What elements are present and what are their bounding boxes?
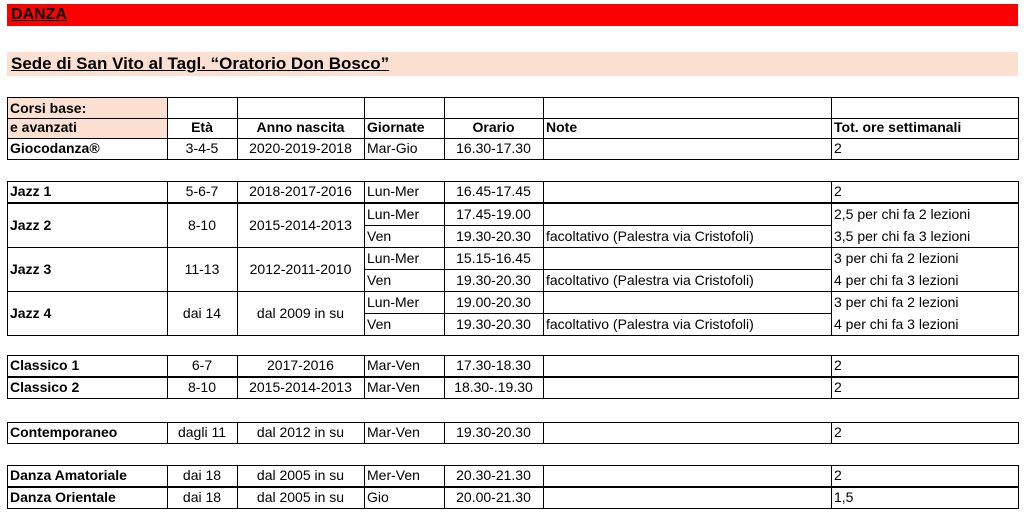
grid-line	[444, 465, 445, 487]
grid-line	[7, 291, 8, 336]
grid-line	[167, 355, 168, 377]
grid-line	[543, 138, 544, 160]
grid-line	[237, 203, 238, 248]
course-anno: 2017-2016	[267, 357, 334, 373]
grid-line	[543, 355, 544, 377]
grid-line	[167, 422, 168, 444]
course-orario: 16.30-17.30	[456, 140, 531, 156]
course-giornate: Mar-Gio	[367, 140, 418, 156]
grid-line	[237, 422, 238, 444]
course-giornate: Gio	[367, 489, 389, 505]
grid-line	[167, 138, 168, 160]
grid-line	[543, 97, 544, 139]
grid-line	[237, 487, 238, 509]
grid-line	[1018, 487, 1019, 509]
grid-line	[364, 97, 365, 139]
course-tot: 2	[834, 357, 842, 373]
grid-line	[543, 247, 544, 292]
grid-line	[7, 377, 8, 399]
course-eta: 11-13	[184, 261, 220, 277]
course-note: facoltativo (Palestra via Cristofoli)	[546, 272, 754, 288]
course-giornate: Lun-Mer	[367, 183, 420, 199]
grid-line	[1018, 291, 1019, 336]
grid-line	[7, 181, 1019, 182]
course-orario: 19.30-20.30	[456, 424, 531, 440]
grid-line	[167, 465, 168, 487]
course-giornate: Mar-Ven	[367, 424, 420, 440]
course-giornate: Lun-Mer	[367, 206, 420, 222]
course-tot: 3 per chi fa 2 lezioni	[834, 250, 959, 266]
grid-line	[1018, 203, 1019, 248]
grid-line	[364, 487, 365, 509]
course-orario: 19.30-20.30	[456, 272, 531, 288]
header-note: Note	[546, 119, 578, 135]
course-orario: 17.30-18.30	[456, 357, 531, 373]
course-giornate: Lun-Mer	[367, 294, 420, 310]
grid-line	[7, 355, 8, 377]
grid-line	[364, 203, 365, 248]
grid-line	[7, 335, 1019, 336]
course-name: Jazz 3	[10, 261, 52, 277]
grid-line	[831, 355, 832, 377]
course-orario: 19.00-20.30	[456, 294, 531, 310]
course-eta: 6-7	[191, 357, 213, 373]
grid-line	[7, 138, 8, 160]
grid-line	[167, 97, 1019, 98]
header-eta: Età	[191, 119, 213, 135]
grid-line	[444, 422, 445, 444]
grid-line	[364, 377, 365, 399]
grid-line	[444, 487, 445, 509]
grid-line	[543, 377, 544, 399]
course-giornate: Mer-Ven	[367, 467, 420, 483]
grid-line	[364, 355, 365, 377]
course-eta: 3-4-5	[185, 140, 219, 156]
course-orario: 18.30-.19.30	[454, 379, 533, 395]
grid-line	[7, 291, 1019, 292]
grid-line	[237, 355, 238, 377]
grid-line	[7, 138, 1019, 139]
grid-line	[167, 291, 168, 336]
grid-line	[237, 138, 238, 160]
course-orario: 15.15-16.45	[456, 250, 531, 266]
grid-line	[7, 487, 1019, 488]
grid-line	[167, 487, 168, 509]
course-name: Jazz 2	[10, 217, 52, 233]
grid-line	[444, 377, 445, 399]
course-eta: 8-10	[187, 379, 217, 395]
course-note	[546, 291, 828, 313]
grid-line	[831, 465, 832, 487]
course-anno: dal 2005 in su	[256, 489, 345, 505]
grid-line	[237, 465, 238, 487]
grid-line	[1018, 377, 1019, 399]
grid-line	[364, 225, 832, 226]
grid-line	[543, 291, 544, 336]
course-eta: 8-10	[187, 217, 217, 233]
course-note	[546, 377, 828, 398]
course-tot: 4 per chi fa 3 lezioni	[834, 272, 959, 288]
section-title: DANZA	[11, 6, 67, 23]
grid-line	[364, 422, 365, 444]
course-note: facoltativo (Palestra via Cristofoli)	[546, 316, 754, 332]
grid-line	[831, 291, 832, 336]
course-tot: 3 per chi fa 2 lezioni	[834, 294, 959, 310]
course-giornate: Mar-Ven	[367, 357, 420, 373]
location-header	[7, 52, 1018, 76]
course-orario: 20.00-21.30	[456, 489, 531, 505]
course-eta: dai 18	[182, 489, 222, 505]
course-tot: 2	[834, 424, 842, 440]
course-note	[546, 422, 828, 443]
grid-line	[7, 422, 1019, 423]
grid-line	[7, 247, 8, 292]
grid-line	[7, 465, 1019, 466]
location-title: Sede di San Vito al Tagl. “Oratorio Don Bosco”	[11, 54, 390, 73]
grid-line	[7, 465, 8, 487]
course-orario: 19.30-20.30	[456, 316, 531, 332]
course-name: Jazz 4	[10, 305, 52, 321]
grid-line	[543, 465, 544, 487]
header-orario: Orario	[472, 119, 515, 135]
grid-line	[237, 377, 238, 399]
header-anno: Anno nascita	[256, 119, 345, 135]
grid-line	[167, 377, 168, 399]
course-tot: 2	[834, 467, 842, 483]
course-eta: dai 18	[182, 467, 222, 483]
grid-line	[1018, 97, 1019, 139]
grid-line	[831, 181, 832, 203]
grid-line	[7, 487, 8, 509]
grid-line	[444, 97, 445, 139]
grid-line	[444, 355, 445, 377]
course-orario: 19.30-20.30	[456, 228, 531, 244]
grid-line	[237, 291, 238, 336]
grid-line	[1018, 138, 1019, 160]
grid-line	[364, 247, 365, 292]
course-note	[546, 138, 828, 159]
grid-line	[1018, 181, 1019, 203]
grid-line	[7, 181, 8, 203]
course-anno: 2015-2014-2013	[249, 379, 352, 395]
grid-line	[7, 398, 1019, 399]
grid-line	[7, 159, 1019, 160]
grid-line	[7, 247, 1019, 248]
course-anno: dal 2005 in su	[256, 467, 345, 483]
course-note	[546, 203, 828, 225]
grid-line	[543, 487, 544, 509]
course-name: Classico 2	[10, 379, 80, 395]
grid-line	[237, 181, 238, 203]
course-anno: 2018-2017-2016	[249, 183, 352, 199]
grid-line	[831, 487, 832, 509]
course-anno: 2015-2014-2013	[249, 217, 352, 233]
grid-line	[831, 97, 832, 139]
course-note	[546, 181, 828, 202]
grid-line	[167, 203, 168, 248]
grid-line	[444, 291, 445, 336]
course-giornate: Mar-Ven	[367, 379, 420, 395]
grid-line	[1018, 465, 1019, 487]
grid-line	[364, 465, 365, 487]
grid-line	[7, 203, 8, 248]
grid-line	[444, 138, 445, 160]
grid-line	[7, 118, 1019, 119]
course-tot: 4 per chi fa 3 lezioni	[834, 316, 959, 332]
grid-line	[167, 181, 168, 203]
course-eta: dagli 11	[177, 424, 226, 440]
course-orario: 17.45-19.00	[456, 206, 531, 222]
course-name: Danza Orientale	[10, 489, 116, 505]
course-giornate: Lun-Mer	[367, 250, 420, 266]
grid-line	[167, 247, 168, 292]
grid-line	[444, 181, 445, 203]
course-giornate: Ven	[367, 228, 392, 244]
course-name: Classico 1	[10, 357, 80, 373]
course-note	[546, 487, 828, 508]
grid-line	[831, 377, 832, 399]
course-anno: dal 2012 in su	[256, 424, 345, 440]
header-giornate: Giornate	[367, 119, 425, 135]
grid-line	[7, 422, 8, 444]
course-note: facoltativo (Palestra via Cristofoli)	[546, 228, 754, 244]
course-orario: 16.45-17.45	[456, 183, 531, 199]
grid-line	[7, 377, 1019, 378]
course-tot: 2	[834, 379, 842, 395]
course-note	[546, 355, 828, 376]
course-anno: dal 2009 in su	[256, 305, 345, 321]
grid-line	[831, 422, 832, 444]
grid-line	[1018, 247, 1019, 292]
header-corsi: Corsi base:	[10, 100, 87, 116]
grid-line	[364, 291, 365, 336]
course-giornate: Ven	[367, 316, 392, 332]
grid-line	[364, 269, 832, 270]
grid-line	[237, 97, 238, 139]
course-name: Danza Amatoriale	[10, 467, 127, 483]
grid-line	[831, 203, 832, 248]
grid-line	[167, 97, 168, 139]
grid-line	[543, 203, 544, 248]
course-tot: 3,5 per chi fa 3 lezioni	[834, 228, 971, 244]
grid-line	[1018, 355, 1019, 377]
course-giornate: Ven	[367, 272, 392, 288]
header-tot: Tot. ore settimanali	[834, 119, 962, 135]
grid-line	[444, 247, 445, 292]
grid-line	[7, 97, 8, 139]
course-note	[546, 465, 828, 486]
course-note	[546, 247, 828, 269]
course-orario: 20.30-21.30	[456, 467, 531, 483]
grid-line	[831, 138, 832, 160]
course-eta: 5-6-7	[185, 183, 219, 199]
course-tot: 1,5	[834, 489, 854, 505]
grid-line	[364, 181, 365, 203]
grid-line	[7, 508, 1019, 509]
grid-line	[7, 355, 1019, 356]
course-anno: 2020-2019-2018	[249, 140, 352, 156]
course-schedule-table	[7, 97, 1019, 512]
course-tot: 2,5 per chi fa 2 lezioni	[834, 206, 971, 222]
grid-line	[444, 203, 445, 248]
grid-line	[364, 138, 365, 160]
course-anno: 2012-2011-2010	[249, 261, 352, 277]
grid-line	[1018, 422, 1019, 444]
grid-line	[831, 247, 832, 292]
grid-line	[237, 247, 238, 292]
grid-line	[364, 313, 832, 314]
course-name: Jazz 1	[10, 183, 52, 199]
grid-line	[543, 181, 544, 203]
grid-line	[543, 422, 544, 444]
section-header-danza	[7, 4, 1018, 26]
grid-line	[7, 443, 1019, 444]
course-tot: 2	[834, 183, 842, 199]
header-corsi-2: e avanzati	[10, 119, 77, 135]
course-name: Contemporaneo	[10, 424, 118, 440]
grid-line	[7, 203, 1019, 204]
course-eta: dai 14	[182, 305, 222, 321]
course-name: Giocodanza®	[10, 140, 100, 156]
course-tot: 2	[834, 140, 842, 156]
